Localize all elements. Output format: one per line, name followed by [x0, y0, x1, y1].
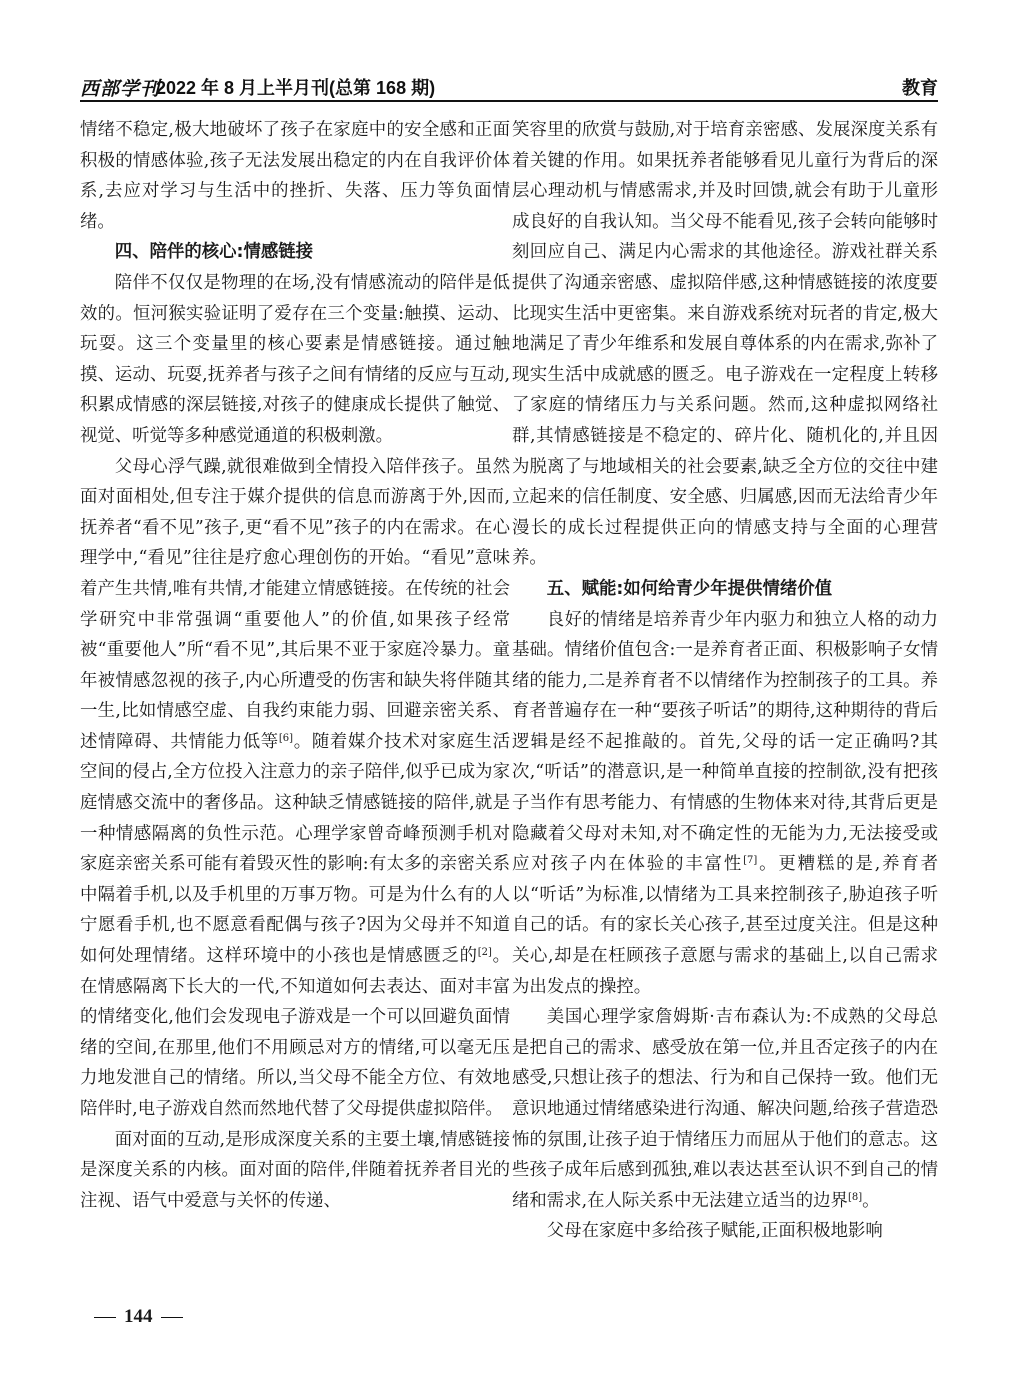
citation-6: [6] [278, 732, 294, 744]
page-footer [86, 1306, 191, 1328]
section-heading-5: 五、赋能:如何给青少年提供情绪价值 [546, 578, 833, 599]
paragraph-text: 。在情感隔离下长大的一代,不知道如何去表达、面对丰富的情绪变化,他们会发现电子游戏是一个可以回避负面情绪的空间,在那里,他们不用顾忌对方的情绪,可以毫无压力地发泄自己的情绪。所以,当父母不能全方位、有效地陪伴时,电子游戏自然而然地代替了父母提供虚拟陪伴。 [80, 946, 510, 1119]
paragraph: 笑容里的欣赏与鼓励,对于培育亲密感、发展深度关系有着关键的作用。如果抚养者能够看见儿童行为背后的深层心理动机与情感需求,并及时回馈,就会有助于儿童形成良好的自我认知。当父母不能看见,孩子会转向能够时刻回应自己、满足内心需求的其他途径。游戏社群关系提供了沟通亲密感、虚拟陪伴感,这种情感链接的浓度要比现实生活中更密集。来自游戏系统对玩者的肯定,极大地满足了青少年维系和发展自尊体系的内在需求,弥补了现实生活中成就感的匮乏。电子游戏在一定程度上转移了家庭的情绪压力与关系问题。然而,这种虚拟网络社群,其情感链接是不稳定的、碎片化、随机化的,并且因为脱离了与地域相关的社会要素,缺乏全方位的交往中建立起来的信任制度、安全感、归属感,因而无法给青少年漫长的成长过程提供正向的情感支持与全面的心理营养。 [512, 120, 938, 569]
citation-7: [7] [743, 855, 758, 867]
paragraph-text: 美国心理学家詹姆斯·吉布森认为:不成熟的父母总是把自己的需求、感受放在第一位,并且否定孩子的内在感受,只想让孩子的想法、行为和自己保持一致。他们无意识地通过情绪感染进行沟通、解决问题,给孩子营造恐怖的氛围,让孩子迫于情绪压力而屈从于他们的意志。这些孩子成年后感到孤独,难以表达甚至认识不到自己的情绪和需求,在人际关系中无法建立适当的边界 [512, 1007, 938, 1211]
paragraph-text: 。随着媒介技术对家庭生活空间的侵占,全方位投入注意力的亲子陪伴,似乎已成为家庭情感交流中的奢侈品。这种缺乏情感链接的陪伴,就是一种情感隔离的负性示范。心理学家曾奇峰预测手机对家庭亲密关系可能有着毁灭性的影响:有太多的亲密关系中隔着手机,以及手机里的万事万物。可是为什么有的人宁愿看手机,也不愿意看配偶与孩子?因为父母并不知道如何处理情绪。这样环境中的小孩也是情感匮乏的 [80, 731, 510, 967]
paragraph [80, 452, 510, 1125]
paragraph [512, 605, 938, 1003]
page-number: 144 [124, 1306, 153, 1327]
paragraph-text: 。更糟糕的是,养育者以“听话”为标准,以情绪为工具来控制孩子,胁迫孩子听自己的话。有的家长关心孩子,甚至过度关注。但是这种关心,却是在枉顾孩子意愿与需求的基础上,以自己需求为出发点的操控。 [512, 854, 938, 997]
citation-8: [8] [847, 1191, 863, 1203]
section-name: 教育 [902, 78, 938, 99]
paragraph-text: 父母心浮气躁,就很难做到全情投入陪伴孩子。虽然面对面相处,但专注于媒介提供的信息而游离于外,因而,抚养者“看不见”孩子,更“看不见”孩子的内在需求。在心理学中,“看见”往往是疗愈心理创伤的开始。“看见”意味着产生共情,唯有共情,才能建立情感链接。在传统的社会学研究中非常强调“重要他人”的价值,如果孩子经常被“重要他人”所“看不见”,其后果不亚于家庭冷暴力。童年被情感忽视的孩子,内心所遭受的伤害和缺失将伴随其一生,比如情感空虚、自我约束能力弱、回避亲密关系、述情障碍、共情能力低等 [80, 456, 510, 752]
paragraph: 面对面的互动,是形成深度关系的主要土壤,情感链接是深度关系的内核。面对面的陪伴,伴随着抚养者目光的注视、语气中爱意与关怀的传递、 [80, 1129, 510, 1211]
right-column [512, 115, 938, 1247]
paragraph-text: 。 [862, 1190, 880, 1211]
citation-2: [2] [477, 947, 492, 959]
left-column [80, 115, 510, 1216]
header-rule [80, 100, 938, 102]
journal-logo: 西部学刊 [80, 78, 161, 100]
section-heading-4: 四、陪伴的核心:情感链接 [114, 242, 314, 263]
paragraph-text: 良好的情绪是培养青少年内驱力和独立人格的动力基础。情绪价值包含:一是养育者正面、积极影响子女情绪的能力,二是养育者不以情绪作为控制孩子的工具。养育者普遍存在一种“要孩子听话”的期待,这种期待的背后逻辑是经不起推敲的。首先,父母的话一定正确吗?其次,“听话”的潜意识,是一种简单直接的控制欲,没有把孩子当作有思考能力、有情感的生物体来对待,其背后更是隐藏着父母对未知,对不确定性的无能为力,无法接受或应对孩子内在体验的丰富性 [512, 609, 938, 875]
issue-info: 2022 年 8 月上半月刊(总第 168 期) [156, 78, 436, 98]
paragraph [512, 1002, 938, 1216]
running-header [80, 72, 938, 98]
paragraph: 陪伴不仅仅是物理的在场,没有情感流动的陪伴是低效的。恒河猴实验证明了爱存在三个变量:触摸、运动、玩耍。这三个变量里的核心要素是情感链接。通过触摸、运动、玩耍,抚养者与孩子之间有情绪的反应与互动,积累成情感的深层链接,对孩子的健康成长提供了触觉、视觉、听觉等多种感觉通道的积极刺激。 [80, 272, 510, 446]
footer-dash [94, 1317, 116, 1318]
paragraph: 情绪不稳定,极大地破坏了孩子在家庭中的安全感和正面积极的情感体验,孩子无法发展出稳定的内在自我评价体系,去应对学习与生活中的挫折、失落、压力等负面情绪。 [80, 120, 510, 232]
paragraph: 父母在家庭中多给孩子赋能,正面积极地影响 [546, 1221, 883, 1242]
footer-dash [161, 1317, 183, 1318]
